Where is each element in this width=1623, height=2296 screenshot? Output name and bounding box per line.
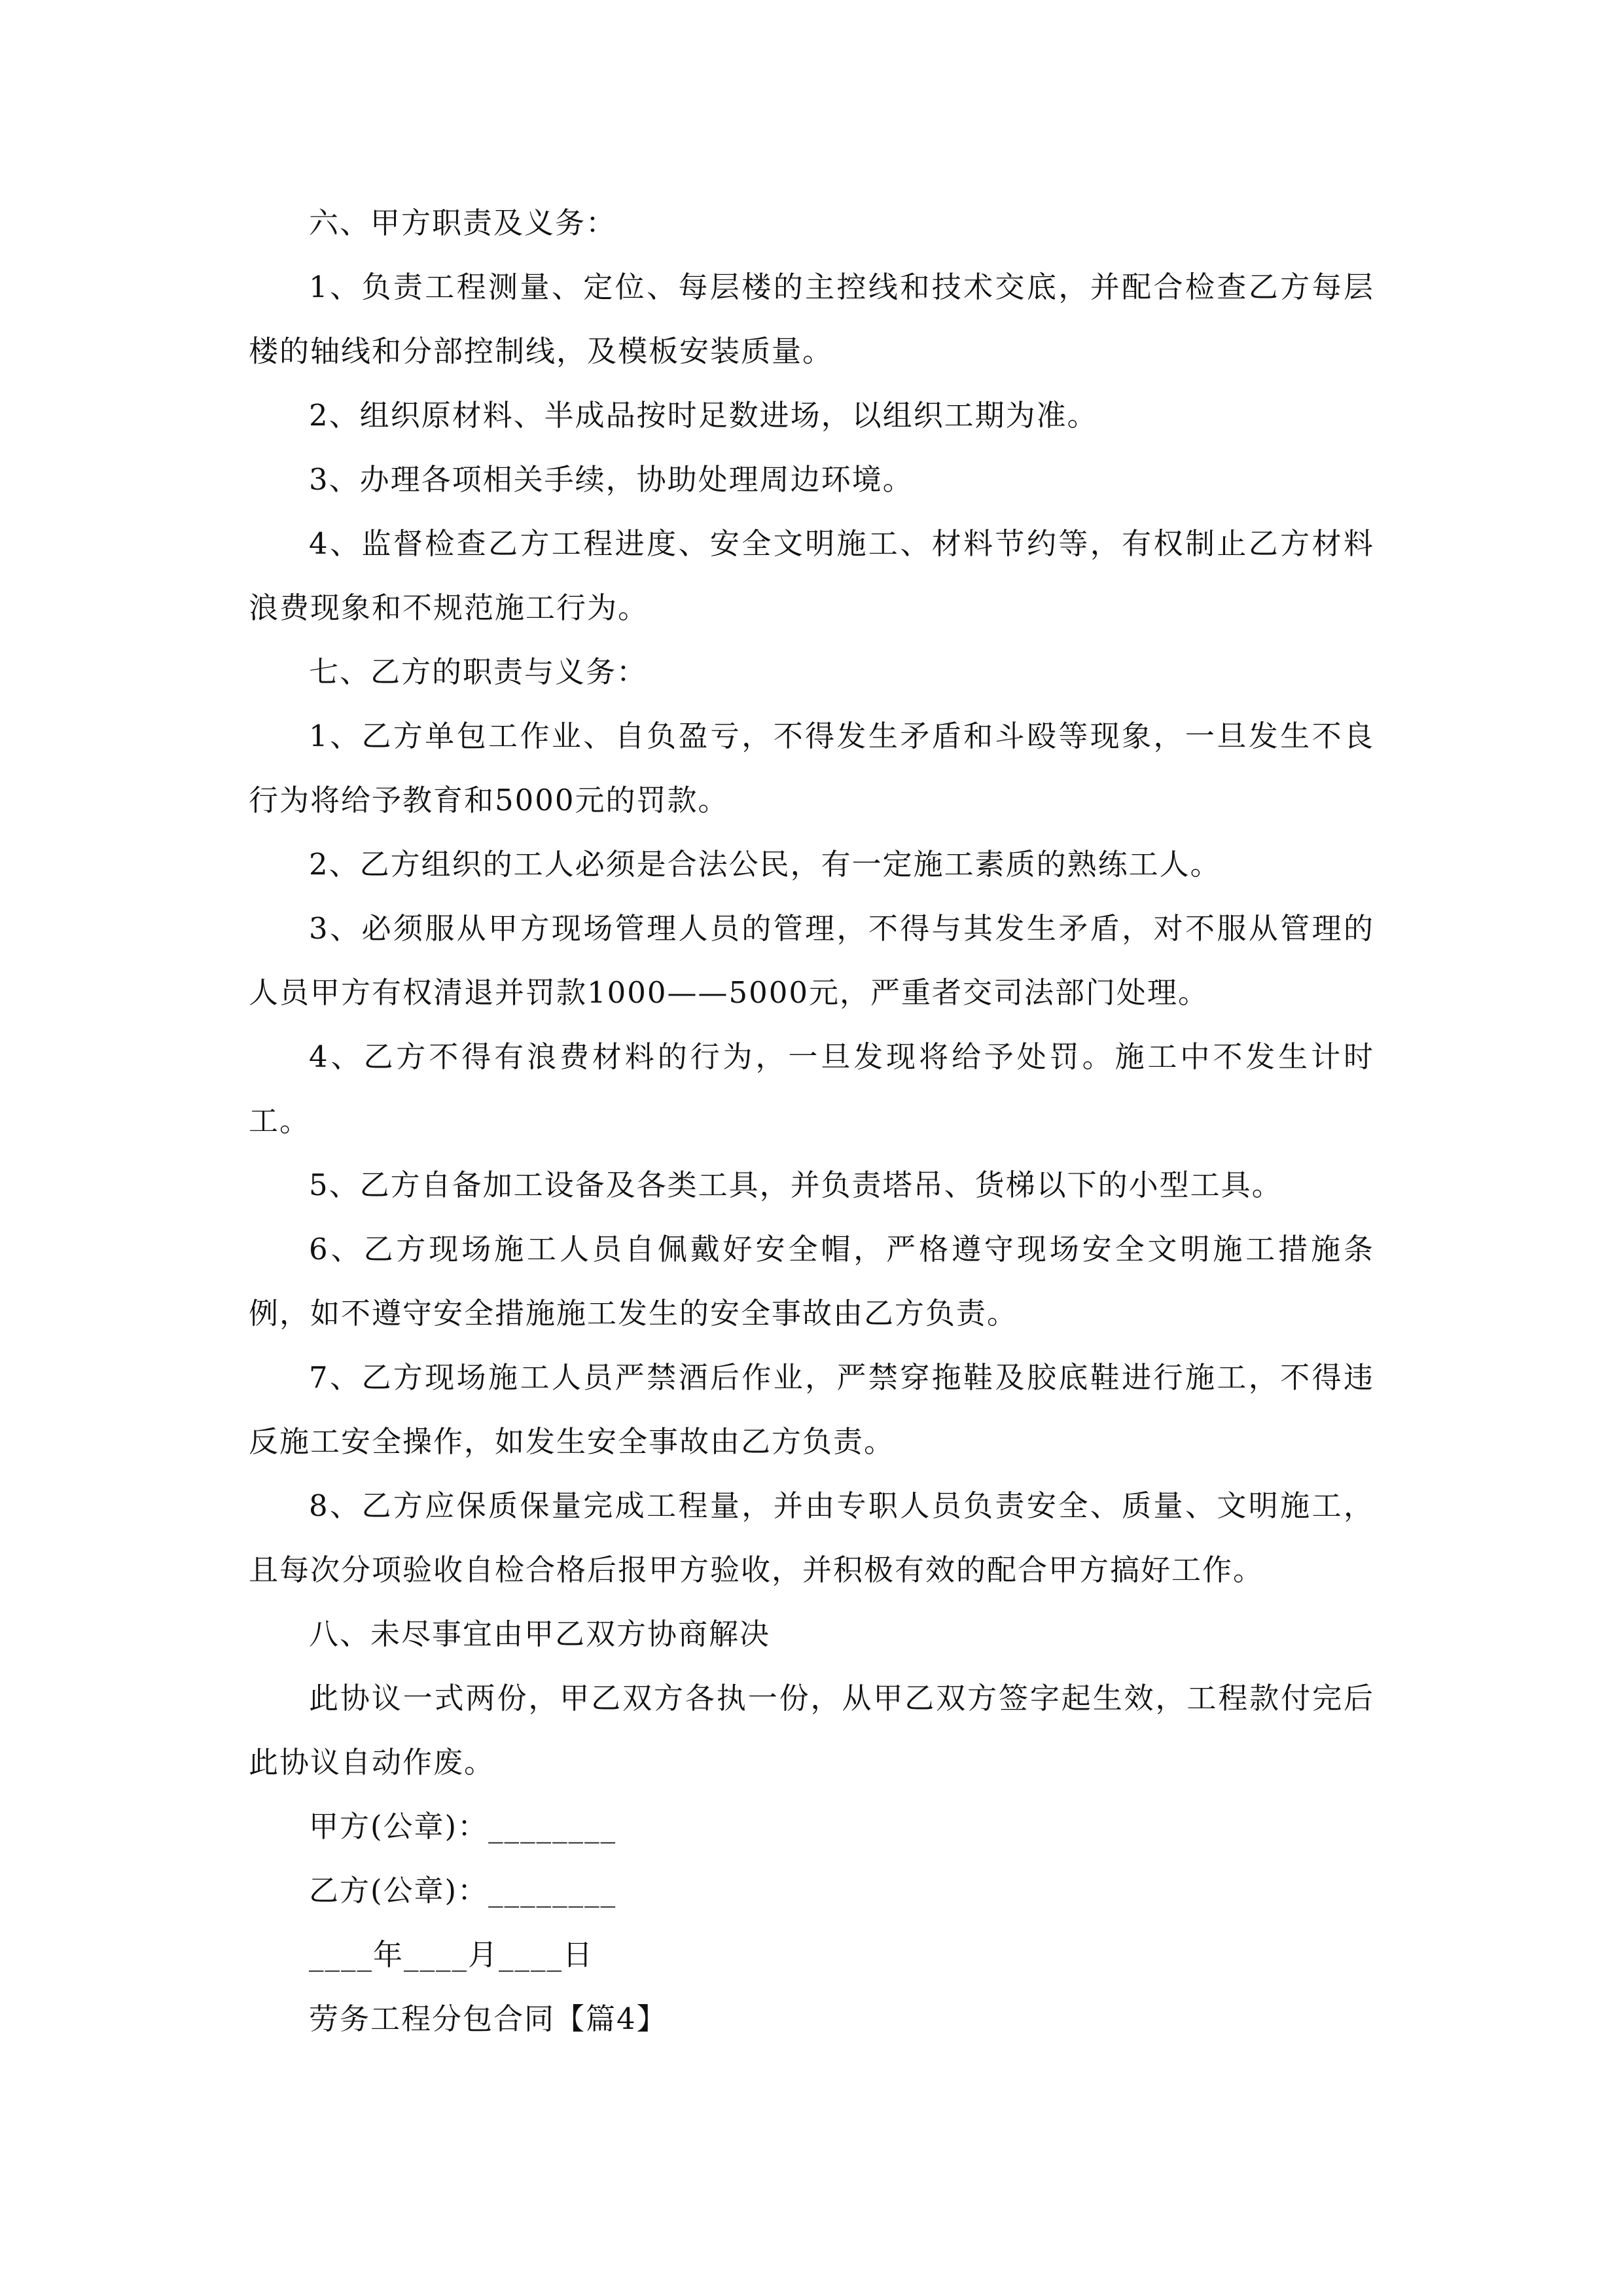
party-a-seal-line: 甲方(公章)：________ <box>309 1809 617 1844</box>
party-b-duty-5: 5、乙方自备加工设备及各类工具，并负责塔吊、货梯以下的小型工具。 <box>309 1168 1283 1202</box>
party-b-duty-7: 7、乙方现场施工人员严禁酒后作业，严禁穿拖鞋及胶底鞋进行施工，不得违反施工安全操作，如发生安全事故由乙方负责。 <box>249 1360 1374 1459</box>
agreement-validity: 此协议一式两份，甲乙双方各执一份，从甲乙双方签字起生效，工程款付完后此协议自动作废。 <box>249 1681 1374 1780</box>
party-a-duty-3: 3、办理各项相关手续，协助处理周边环境。 <box>309 462 914 497</box>
section-7-heading: 七、乙方的职责与义务： <box>309 655 648 689</box>
document-page <box>249 191 1374 2051</box>
party-b-duty-6: 6、乙方现场施工人员自佩戴好安全帽，严格遵守现场安全文明施工措施条例，如不遵守安全措施施工发生的安全事故由乙方负责。 <box>249 1232 1374 1331</box>
party-b-duty-4: 4、乙方不得有浪费材料的行为，一旦发现将给予处罚。施工中不发生计时工。 <box>249 1039 1374 1138</box>
section-8-heading: 八、未尽事宜由甲乙双方协商解决 <box>309 1617 771 1651</box>
next-contract-title: 劳务工程分包合同【篇4】 <box>309 2001 668 2036</box>
section-6-heading: 六、甲方职责及义务： <box>309 206 617 240</box>
date-line: ____年____月____日 <box>309 1937 594 1972</box>
party-b-duty-1: 1、乙方单包工作业、自负盈亏，不得发生矛盾和斗殴等现象，一旦发生不良行为将给予教育和5000元的罚款。 <box>249 719 1374 817</box>
party-a-duty-4: 4、监督检查乙方工程进度、安全文明施工、材料节约等，有权制止乙方材料浪费现象和不规范施工行为。 <box>249 526 1374 625</box>
party-b-duty-8: 8、乙方应保质保量完成工程量，并由专职人员负责安全、质量、文明施工，且每次分项验收自检合格后报甲方验收，并积极有效的配合甲方搞好工作。 <box>249 1488 1374 1587</box>
party-b-duty-3: 3、必须服从甲方现场管理人员的管理，不得与其发生矛盾，对不服从管理的人员甲方有权清退并罚款1000——5000元，严重者交司法部门处理。 <box>249 911 1374 1010</box>
party-a-duty-1: 1、负责工程测量、定位、每层楼的主控线和技术交底，并配合检查乙方每层楼的轴线和分部控制线，及模板安装质量。 <box>249 270 1374 368</box>
party-b-seal-line: 乙方(公章)：________ <box>309 1873 617 1908</box>
party-b-duty-2: 2、乙方组织的工人必须是合法公民，有一定施工素质的熟练工人。 <box>309 847 1221 882</box>
party-a-duty-2: 2、组织原材料、半成品按时足数进场，以组织工期为准。 <box>309 398 1098 433</box>
